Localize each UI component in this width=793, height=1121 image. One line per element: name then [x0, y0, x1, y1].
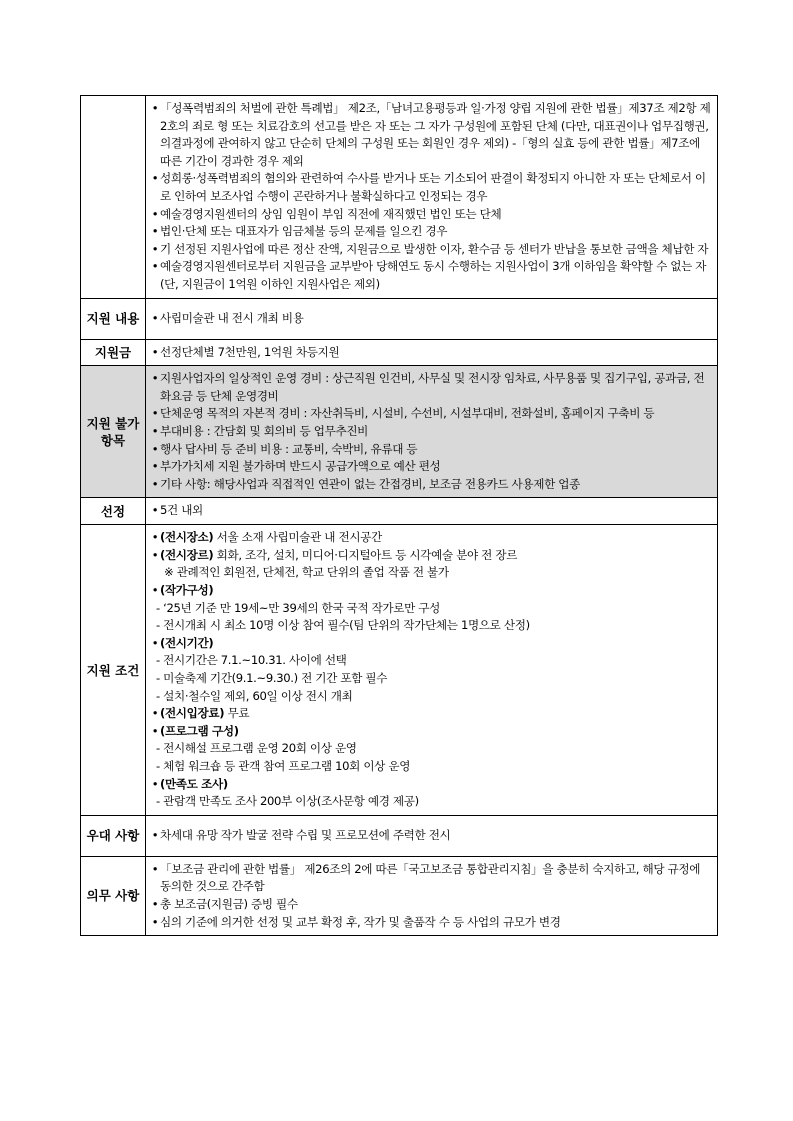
list-item: • 부대비용 : 간담회 및 회의비 등 업무추진비 — [150, 423, 711, 441]
list-item — [150, 529, 711, 547]
bullet-icon: • — [151, 827, 159, 842]
bullet-icon: • — [151, 310, 159, 325]
grant-header: 지원금 — [81, 339, 146, 366]
list-item — [150, 547, 711, 565]
bullet-icon: • — [151, 476, 159, 491]
bullet-icon: • — [151, 583, 159, 598]
sub-item: - 전시개최 시 최소 10명 이상 참여 필수(팀 단위의 작가단체는 1명으로 산정) — [156, 618, 530, 633]
venue-text: 서울 소재 사립미술관 내 전시공간 — [213, 530, 382, 545]
bullet-icon: • — [151, 371, 159, 386]
conditions-row — [81, 525, 718, 816]
list-item: • 기타 사항: 해당사업과 직접적인 연관이 없는 간접경비, 보조금 전용카드 사용제한 업종 — [150, 476, 711, 494]
obligations-body — [146, 856, 718, 935]
support-content-header: 지원 내용 — [81, 298, 146, 339]
eligibility-header — [81, 96, 146, 299]
selection-row — [81, 498, 718, 525]
bullet-icon: • — [151, 776, 159, 791]
fee-label: (전시입장료) — [160, 706, 225, 721]
eligibility-content — [146, 96, 718, 299]
conditions-header: 지원 조건 — [81, 525, 146, 816]
bullet-icon: • — [151, 206, 159, 221]
preference-header: 우대 사항 — [81, 815, 146, 856]
sub-item: - 체험 워크숍 등 관객 참여 프로그램 10회 이상 운영 — [156, 759, 411, 773]
list-item: • 사립미술관 내 전시 개최 비용 — [150, 310, 711, 328]
obligations-header: 의무 사항 — [81, 856, 146, 935]
program-label: (프로그램 구성) — [160, 723, 239, 738]
bullet-icon: • — [151, 101, 159, 115]
bullet-icon: • — [151, 459, 159, 474]
bullet-icon: • — [151, 914, 159, 929]
sub-item: - 설치·철수일 제외, 60일 이상 전시 개최 — [156, 688, 353, 703]
grant-body — [146, 339, 718, 366]
selection-body — [146, 498, 718, 525]
bullet-icon: • — [151, 441, 159, 456]
bullet-icon: • — [151, 224, 159, 239]
sub-item: - 전시기간은 7.1.~10.31. 사이에 선택 — [156, 653, 347, 668]
bullet-icon: • — [151, 635, 159, 650]
list-item: • 행사 답사비 등 준비 비용 : 교통비, 숙박비, 유류대 등 — [150, 441, 711, 459]
sub-item: - 미술축제 기간(9.1.~9.30.) 전 기간 포함 필수 — [156, 671, 388, 686]
sub-item: - 관람객 만족도 조사 200부 이상(조사문항 예경 제공) — [156, 794, 419, 809]
list-item — [150, 635, 711, 653]
list-item: • 예술경영지원센터의 상임 임원이 부임 직전에 재직했던 법인 또는 단체 — [150, 206, 711, 224]
list-item: • 법인·단체 또는 대표자가 임금체불 등의 문제를 일으킨 경우 — [150, 223, 711, 241]
list-item — [150, 723, 711, 741]
list-item: • 지원사업자의 일상적인 운영 경비 : 상근직원 인건비, 사무실 및 전시장 임차료, 사무용품 및 집기구입, 공과금, 전화요금 등 단체 운영경비 — [150, 370, 711, 405]
eligibility-row — [81, 96, 718, 299]
list-item: • 기 선정된 지원사업에 따른 정산 잔액, 지원금으로 발생한 이자, 환수금 등 센터가 반납을 통보한 금액을 체납한 자 — [150, 241, 711, 259]
sub-item: - ‘25년 기준 만 19세~만 39세의 한국 국적 작가로만 구성 — [156, 600, 441, 615]
bullet-icon: • — [151, 861, 159, 876]
obligations-row — [81, 856, 718, 935]
bullet-icon: • — [151, 259, 159, 274]
list-item: • 부가가치세 지원 불가하며 반드시 공급가액으로 예산 편성 — [150, 458, 711, 476]
genre-note: ※ 관례적인 회원전, 단체전, 학교 단위의 졸업 작품 전 불가 — [164, 565, 449, 580]
bullet-icon: • — [151, 530, 159, 545]
list-item — [150, 582, 711, 600]
ineligible-body — [146, 366, 718, 498]
bullet-icon: • — [151, 547, 159, 562]
genre-text: 회화, 조각, 설치, 미디어·디지털아트 등 시각예술 분야 전 장르 — [213, 547, 518, 562]
list-item: • 「보조금 관리에 관한 법률」 제26조의 2에 따른「국고보조금 통합관리지침」을 충분히 숙지하고, 해당 규정에 동의한 것으로 간주함 — [150, 861, 711, 896]
selection-header: 선정 — [81, 498, 146, 525]
list-item: • 총 보조금(지원금) 증빙 필수 — [150, 896, 711, 914]
bullet-icon: • — [151, 706, 159, 721]
ineligible-header: 지원 불가 항목 — [81, 366, 146, 498]
bullet-icon: • — [151, 896, 159, 911]
list-item: • 5건 내외 — [150, 502, 711, 520]
support-content-body — [146, 298, 718, 339]
list-item: • 차세대 유망 작가 발굴 전략 수립 및 프로모션에 주력한 전시 — [150, 827, 711, 845]
preference-row — [81, 815, 718, 856]
guideline-table — [80, 95, 718, 936]
venue-label: (전시장소) — [160, 530, 214, 545]
bullet-icon: • — [151, 241, 159, 256]
list-item: • 선정단체별 7천만원, 1억원 차등지원 — [150, 344, 711, 362]
list-item: • 심의 기준에 의거한 선정 및 교부 확정 후, 작가 및 출품작 수 등 사업의 규모가 변경 — [150, 914, 711, 932]
sub-item: - 전시해설 프로그램 운영 20회 이상 운영 — [156, 741, 357, 756]
bullet-icon: • — [151, 503, 159, 518]
preference-body — [146, 815, 718, 856]
ineligible-row — [81, 366, 718, 498]
conditions-body — [146, 525, 718, 816]
fee-text: 무료 — [224, 706, 250, 721]
period-label: (전시기간) — [160, 635, 214, 650]
list-item: • 「성폭력범죄의 처벌에 관한 특례법」 제2조,「남녀고용평등과 일·가정 양립 지원에 관한 법률」제37조 제2항 제2호의 죄로 형 또는 치료감호의 선고를 받은 자 또는 그 자가 구성원에 포함된 단체 (다만, 대표권이나 업무집행권, 의결과정에 관여하지 않고 단순히 단체의 구성원 또는 회원인 경우 제외) -「형의 실효 등에 관한 법률」제7조에 따른 기간이 경과한 경우 제외 — [150, 100, 711, 170]
bullet-icon: • — [151, 171, 159, 186]
bullet-icon: • — [151, 423, 159, 438]
bullet-icon: • — [151, 344, 159, 359]
genre-label: (전시장르) — [160, 547, 214, 562]
list-item: • 성희롱·성폭력범죄의 혐의와 관련하여 수사를 받거나 또는 기소되어 판결이 확정되지 아니한 자 또는 단체로서 이로 인하여 보조사업 수행이 곤란하거나 불확실하다고 인정되는 경우 — [150, 170, 711, 205]
survey-label: (만족도 조사) — [160, 776, 228, 791]
grant-row — [81, 339, 718, 366]
bullet-icon: • — [151, 723, 159, 738]
list-item: • 단체운영 목적의 자본적 경비 : 자산취득비, 시설비, 수선비, 시설부대비, 전화설비, 홈페이지 구축비 등 — [150, 405, 711, 423]
support-content-row — [81, 298, 718, 339]
artists-label: (작가구성) — [160, 583, 214, 598]
list-item: • 예술경영지원센터로부터 지원금을 교부받아 당해연도 동시 수행하는 지원사업이 3개 이하임을 확약할 수 없는 자(단, 지원금이 1억원 이하인 지원사업은 제외) — [150, 258, 711, 293]
list-item — [150, 776, 711, 794]
list-item — [150, 705, 711, 723]
bullet-icon: • — [151, 406, 159, 421]
